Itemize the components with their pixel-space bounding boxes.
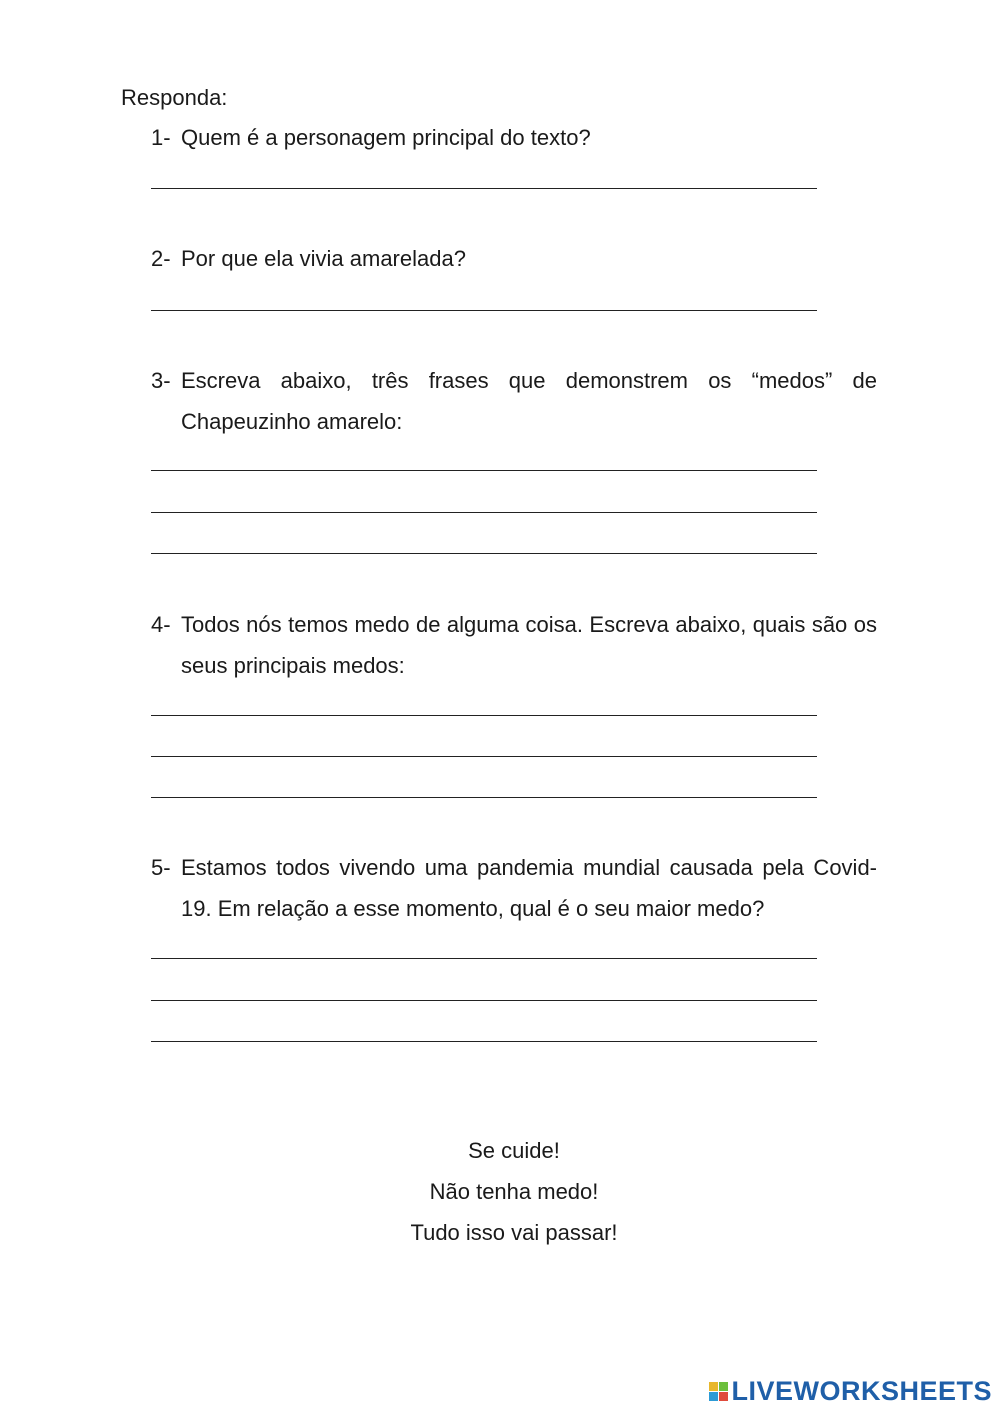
answer-line-2-1[interactable] <box>151 310 817 311</box>
question-number: 2- <box>151 246 171 271</box>
answer-line-3-3[interactable] <box>151 553 817 554</box>
answer-line-3-1[interactable] <box>151 470 817 471</box>
answer-line-5-3[interactable] <box>151 1041 817 1042</box>
answer-line-1-1[interactable] <box>151 188 817 189</box>
question-text: Escreva abaixo, três frases que demonstrem os “medos” de Chapeuzinho amarelo: <box>181 368 877 434</box>
worksheet-heading: Responda: <box>121 85 228 110</box>
liveworksheets-wordmark: LIVEWORKSHEETS <box>731 1376 992 1406</box>
answer-line-4-2[interactable] <box>151 756 817 757</box>
closing-line-3: Tudo isso vai passar! <box>410 1220 618 1245</box>
question-text: Quem é a personagem principal do texto? <box>181 125 591 150</box>
question-3 <box>151 360 877 442</box>
liveworksheets-mark-icon <box>709 1382 728 1401</box>
question-5 <box>151 847 877 929</box>
answer-line-5-2[interactable] <box>151 1000 817 1001</box>
question-1 <box>151 117 877 158</box>
liveworksheets-logo <box>709 1376 992 1407</box>
answer-line-4-3[interactable] <box>151 797 817 798</box>
question-text: Estamos todos vivendo uma pandemia mundial causada pela Covid-19. Em relação a esse momento, qual é o seu maior medo? <box>181 855 877 921</box>
question-2 <box>151 238 877 279</box>
question-text: Todos nós temos medo de alguma coisa. Escreva abaixo, quais são os seus principais medos: <box>181 612 877 678</box>
answer-line-3-2[interactable] <box>151 512 817 513</box>
answer-line-4-1[interactable] <box>151 715 817 716</box>
question-text: Por que ela vivia amarelada? <box>181 246 466 271</box>
answer-line-5-1[interactable] <box>151 958 817 959</box>
closing-line-2: Não tenha medo! <box>429 1179 599 1204</box>
question-number: 1- <box>151 125 171 150</box>
question-number: 5- <box>151 855 171 880</box>
question-4 <box>151 604 877 686</box>
question-number: 4- <box>151 612 171 637</box>
question-number: 3- <box>151 368 171 393</box>
closing-line-1: Se cuide! <box>468 1138 560 1163</box>
